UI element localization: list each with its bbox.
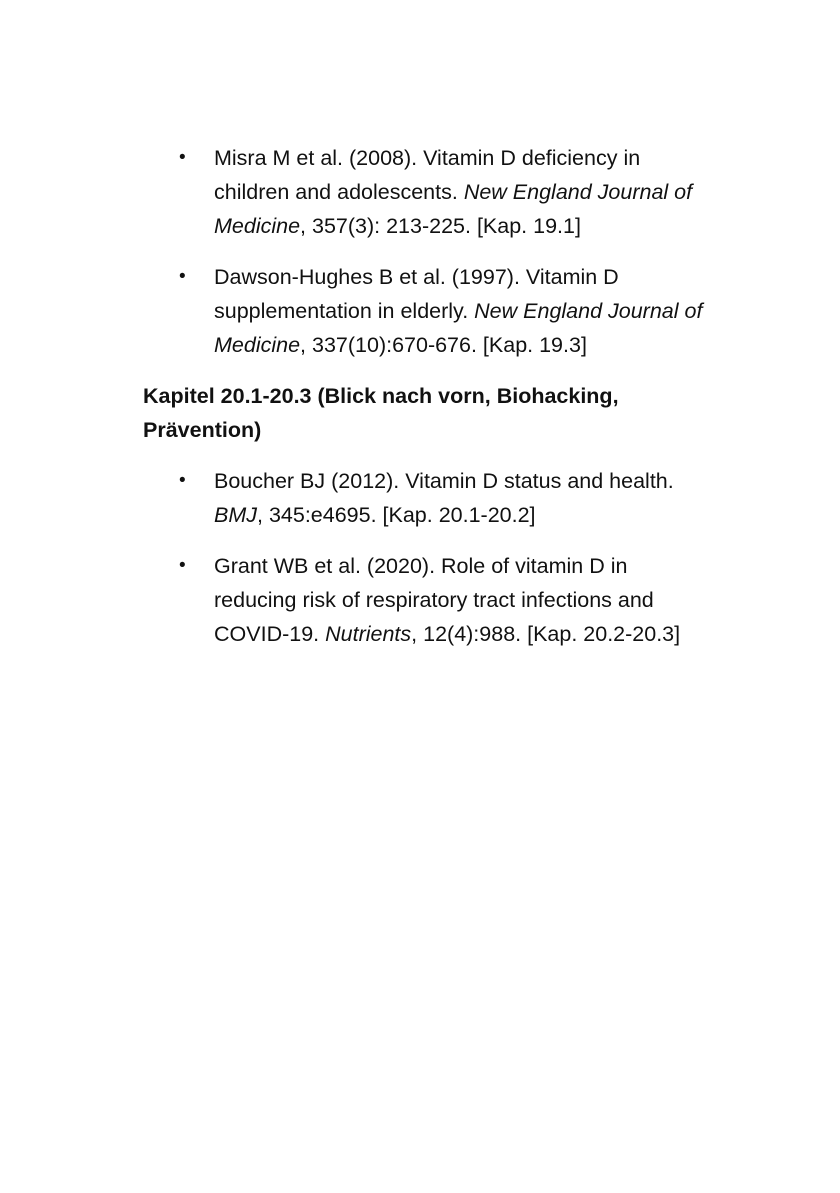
reference-text: Misra M et al. (2008). Vitamin D deficiency in children and adolescents. [214,146,641,204]
reference-details: , 345:e4695. [Kap. 20.1-20.2] [257,503,536,527]
journal-name: New England Journal of Medicine [214,180,693,238]
bullet-icon: • [179,266,186,287]
reference-item [143,549,703,651]
bullet-icon: • [179,470,186,491]
journal-name: Nutrients [325,622,412,646]
reference-details: , 357(3): 213-225. [Kap. 19.1] [300,214,581,238]
reference-list [143,141,703,362]
bullet-icon: • [179,147,186,168]
bullet-icon: • [179,555,186,576]
journal-name: BMJ [214,503,257,527]
reference-text: Boucher BJ (2012). Vitamin D status and health. [214,469,674,493]
page-content [143,141,703,668]
reference-list [143,464,703,651]
reference-item [143,260,703,362]
reference-details: , 337(10):670-676. [Kap. 19.3] [300,333,587,357]
chapter-heading: Kapitel 20.1-20.3 (Blick nach vorn, Biohacking, Prävention) [143,384,619,442]
reference-item [143,141,703,243]
reference-details: , 12(4):988. [Kap. 20.2-20.3] [411,622,681,646]
reference-item [143,464,703,532]
reference-text: Grant WB et al. (2020). Role of vitamin D in reducing risk of respiratory tract infections and COVID-19. [214,554,654,646]
reference-text: Dawson-Hughes B et al. (1997). Vitamin D supplementation in elderly. [214,265,619,323]
journal-name: New England Journal of Medicine [214,299,703,357]
